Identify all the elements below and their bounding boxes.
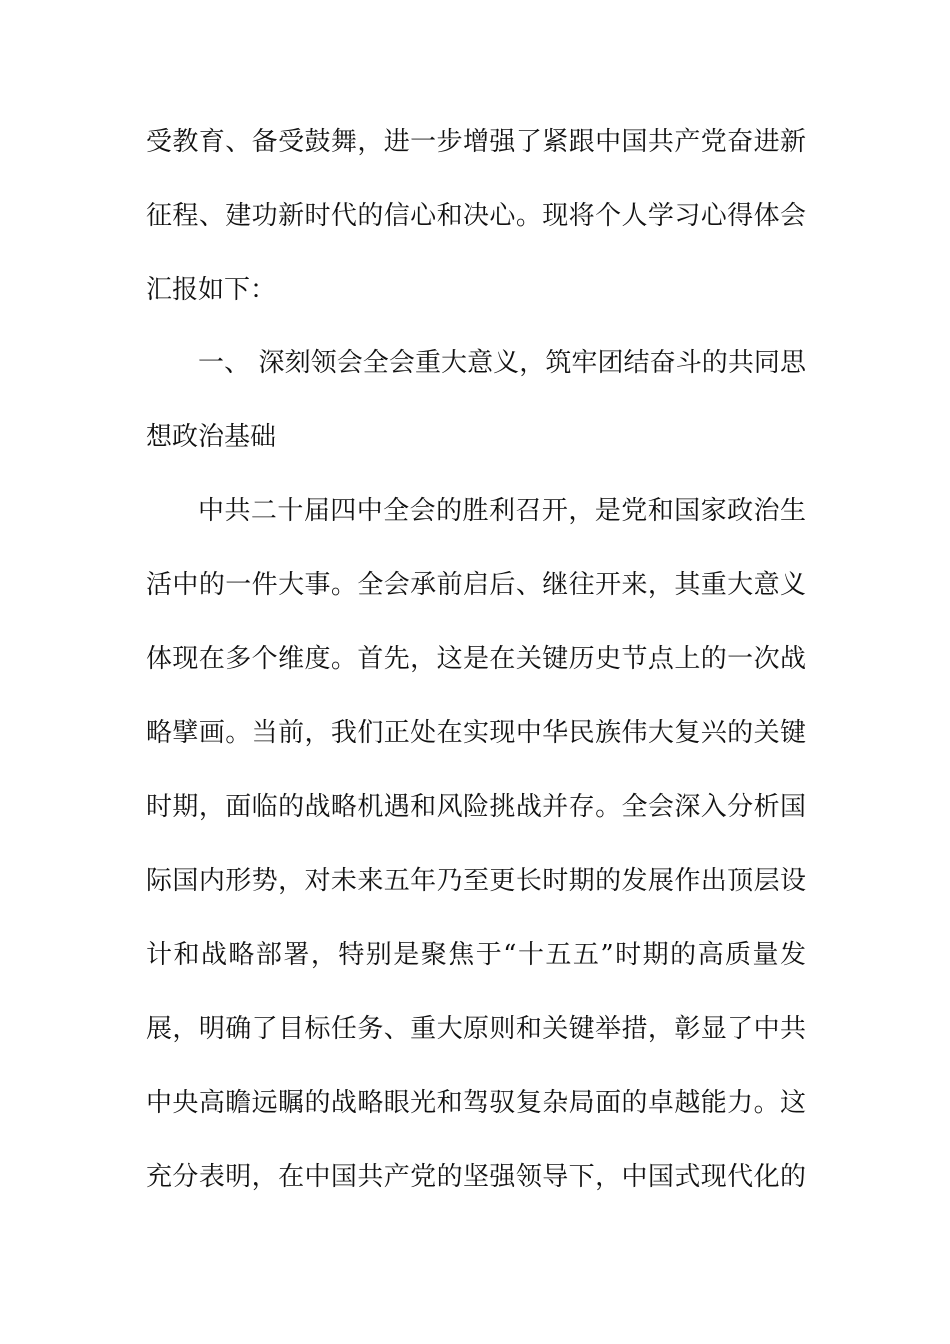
section-heading-line: 想政治基础 [146, 422, 277, 452]
text-line: 时期，面临的战略机遇和风险挑战并存。全会深入分析国 [146, 792, 806, 822]
text-line: 计和战略部署，特别是聚焦于“十五五”时期的高质量发 [146, 940, 806, 970]
text-line: 体现在多个维度。首先，这是在关键历史节点上的一次战 [146, 644, 806, 674]
section-heading-line: 一、 深刻领会全会重大意义，筑牢团结奋斗的共同思 [198, 348, 806, 378]
text-line: 中央高瞻远瞩的战略眼光和驾驭复杂局面的卓越能力。这 [146, 1088, 806, 1118]
text-line: 受教育、备受鼓舞，进一步增强了紧跟中国共产党奋进新 [146, 127, 806, 157]
text-line: 充分表明，在中国共产党的坚强领导下，中国式现代化的 [146, 1162, 806, 1192]
text-line: 汇报如下： [146, 275, 277, 305]
text-line: 活中的一件大事。全会承前启后、继往开来，其重大意义 [146, 570, 806, 600]
text-line: 际国内形势，对未来五年乃至更长时期的发展作出顶层设 [146, 866, 806, 896]
text-line: 征程、建功新时代的信心和决心。现将个人学习心得体会 [146, 201, 806, 231]
text-line: 中共二十届四中全会的胜利召开，是党和国家政治生 [198, 496, 806, 526]
text-line: 略擘画。当前，我们正处在实现中华民族伟大复兴的关键 [146, 718, 806, 748]
text-line: 展，明确了目标任务、重大原则和关键举措，彰显了中共 [146, 1014, 806, 1044]
